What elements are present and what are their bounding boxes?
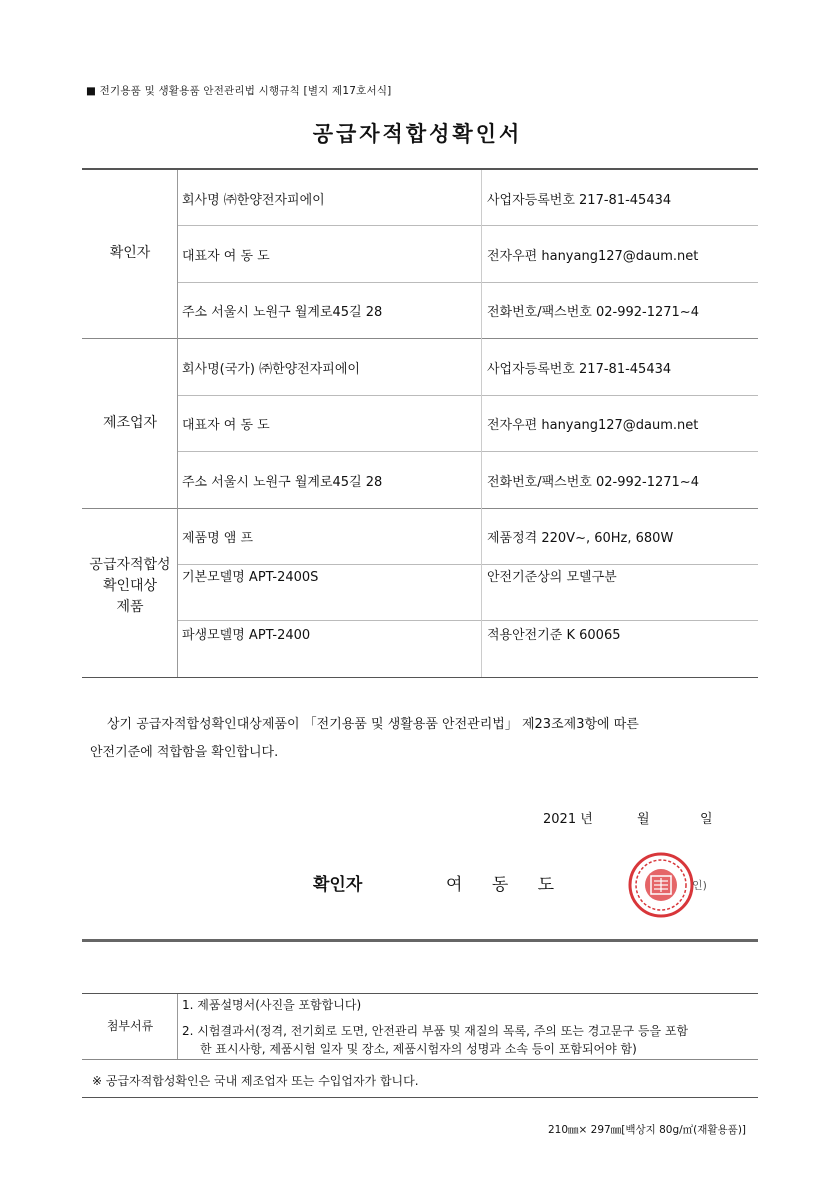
section-product-line: 확인대상 bbox=[102, 578, 158, 594]
derived-model: 파생모델명 APT-2400 bbox=[182, 628, 311, 643]
attachment-item-2-cont: 한 표시사항, 제품시험 일자 및 장소, 제품시험자의 성명과 소속 등이 포함되어야 함) bbox=[200, 1042, 637, 1056]
column-divider bbox=[481, 170, 482, 677]
date-day: 일 bbox=[700, 812, 713, 827]
base-model: 기본모델명 APT-2400S bbox=[182, 570, 319, 585]
section-divider bbox=[82, 508, 758, 509]
attachment-item-2: 2. 시험결과서(정격, 전기회로 도면, 안전관리 부품 및 재질의 목록, 주의 또는 경고문구 등을 포함 bbox=[182, 1024, 689, 1038]
row-divider bbox=[178, 225, 758, 226]
date-month: 월 bbox=[637, 812, 650, 827]
confirmer-email: 전자우편 hanyang127@daum.net bbox=[487, 249, 699, 264]
product-rating: 제품정격 220V~, 60Hz, 680W bbox=[487, 531, 674, 546]
model-classification: 안전기준상의 모델구분 bbox=[487, 570, 617, 585]
confirmer-address: 주소 서울시 노원구 월계로45길 28 bbox=[182, 305, 383, 320]
section-product bbox=[82, 555, 178, 618]
footnote: ※ 공급자적합성확인은 국내 제조업자 또는 수입업자가 합니다. bbox=[92, 1074, 419, 1088]
manufacturer-address: 주소 서울시 노원구 월계로45길 28 bbox=[182, 475, 383, 490]
statement-line-1: 상기 공급자적합성확인대상제품이 「전기용품 및 생활용품 안전관리법」 제23조제3항에 따른 bbox=[107, 717, 639, 732]
attachments-bottom-border bbox=[82, 1059, 758, 1060]
safety-standard: 적용안전기준 K 60065 bbox=[487, 628, 621, 643]
row-divider bbox=[178, 620, 758, 621]
confirmer-company: 회사명 ㈜한양전자피에이 bbox=[182, 193, 325, 208]
section-divider bbox=[82, 338, 758, 339]
note-bottom-border bbox=[82, 1097, 758, 1098]
row-divider bbox=[178, 564, 758, 565]
manufacturer-phone: 전화번호/팩스번호 02-992-1271~4 bbox=[487, 475, 699, 490]
product-name: 제품명 앰 프 bbox=[182, 531, 254, 546]
company-seal-icon bbox=[628, 852, 694, 918]
manufacturer-company: 회사명(국가) ㈜한양전자피에이 bbox=[182, 362, 360, 377]
section-manufacturer: 제조업자 bbox=[102, 415, 158, 431]
attachments-top-border bbox=[82, 993, 758, 994]
date-year: 2021 년 bbox=[543, 812, 593, 827]
table-top-border bbox=[82, 168, 758, 170]
manufacturer-email: 전자우편 hanyang127@daum.net bbox=[487, 418, 699, 433]
confirmer-phone: 전화번호/팩스번호 02-992-1271~4 bbox=[487, 305, 699, 320]
document-title: 공급자적합성확인서 bbox=[312, 122, 523, 146]
attachment-item-1: 1. 제품설명서(사진을 포함합니다) bbox=[182, 998, 362, 1012]
row-divider bbox=[178, 395, 758, 396]
row-divider bbox=[178, 451, 758, 452]
manufacturer-rep: 대표자 여 동 도 bbox=[182, 418, 270, 433]
signer-name: 여 동 도 bbox=[446, 875, 567, 895]
section-product-line: 공급자적합성 bbox=[89, 557, 171, 573]
signer-label: 확인자 bbox=[313, 875, 363, 895]
confirmer-rep: 대표자 여 동 도 bbox=[182, 249, 270, 264]
attachments-label: 첨부서류 bbox=[106, 1019, 154, 1033]
confirmer-biz-no: 사업자등록번호 217-81-45434 bbox=[487, 193, 672, 208]
section-confirmer: 확인자 bbox=[109, 245, 151, 261]
manufacturer-biz-no: 사업자등록번호 217-81-45434 bbox=[487, 362, 672, 377]
form-reference: ■ 전기용품 및 생활용품 안전관리법 시행규칙 [별지 제17호서식] bbox=[86, 85, 392, 97]
section-product-line: 제품 bbox=[116, 599, 144, 615]
paper-spec: 210㎜× 297㎜[백상지 80g/㎡(재활용품)] bbox=[548, 1124, 747, 1136]
seal-suffix: 인) bbox=[692, 879, 707, 892]
section-divider-thick bbox=[82, 939, 758, 942]
table-bottom-border bbox=[82, 677, 758, 678]
row-divider bbox=[178, 282, 758, 283]
statement-line-2: 안전기준에 적합함을 확인합니다. bbox=[90, 745, 279, 760]
